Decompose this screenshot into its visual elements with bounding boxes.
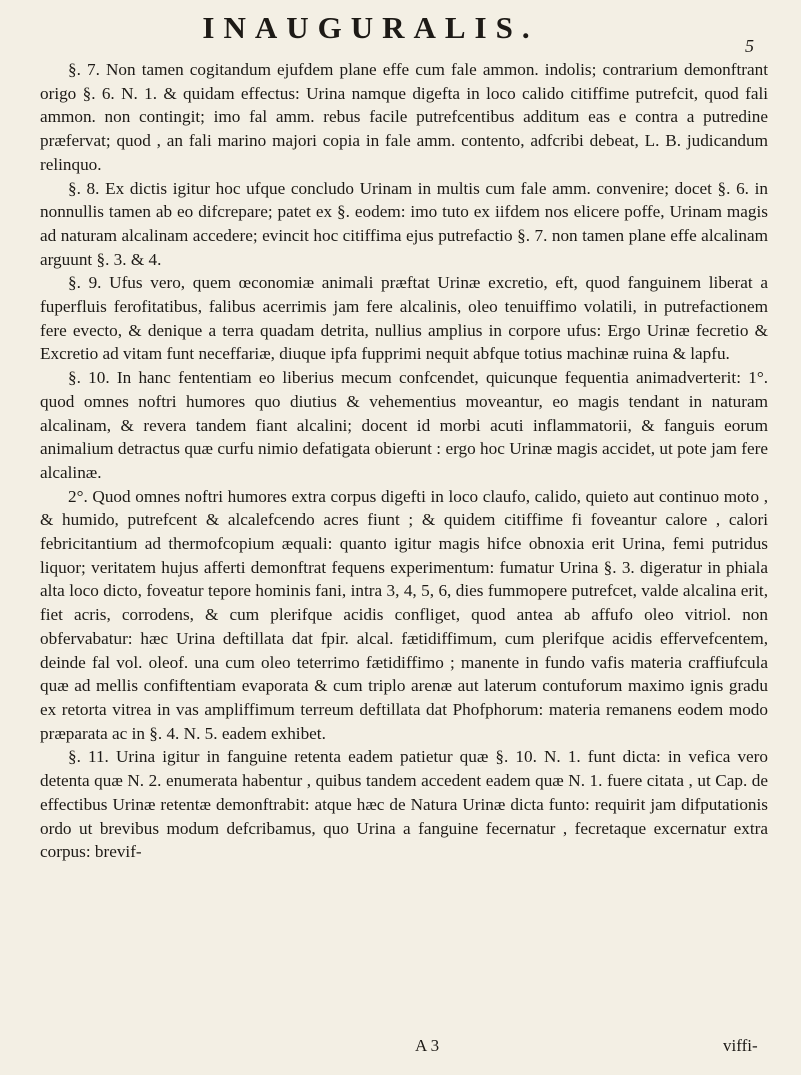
paragraph-section-11: §. 11. Urina igitur in fanguine retenta eadem patietur quæ §. 10. N. 1. funt dicta: in vefica vero detenta quæ N. 2. enumerata habentur , quibus tandem accedent eadem quæ N. 1. fuere citata , ut Cap. de effectibus Urinæ retentæ demonftrabit: atque hæc de Natura Urinæ dicta funto: requirit jam difputationis ordo ut brevibus modum defcribamus, quo Urina a fanguine fecernatur , fecretaque excernatur extra corpus: brevif-: [40, 747, 768, 862]
paragraph-section-9: §. 9. Ufus vero, quem œconomiæ animali præftat Urinæ excretio, eft, quod fanguinem liberat a fuperfluis ferofitatibus, falibus acerrimis jam fere alcalinis, oleo tenuiffimo volatili, in putrefactionem fere evecto, & denique a terra quadam detrita, nullius amplius in corpore ufus: Ergo Urinæ fecretio & Excretio ad vitam funt neceffariæ, diuque ipfa fupprimi nequit abfque totius machinæ ruina & lapfu.: [40, 273, 768, 364]
paragraph-section-10-point-2: 2°. Quod omnes noftri humores extra corpus digefti in loco claufo, calido, quieto aut continuo moto , & humido, putrefcent & alcalefcendo acres fiunt ; & quidem citiffime fi foveantur calore , calori febricitantium ad thermofcopium æquali: quanto igitur magis hifce obnoxia erit Urina, femi putridus liquor; veritatem hujus afferti demonftrat fequens experimentum: fumatur Urina §. 3. digeratur in phiala alta loco dicto, foveatur tepore hominis fani, intra 3, 4, 5, 6, dies fummopere putrefcet, valde alcalina erit, fiet acris, corrodens, & cum plerifque acidis confliget, quod antea ab affufo oleo vitriol. non obfervabatur: hæc Urina deftillata dat fpir. alcal. fætidiffimum, cum plerifque acidis effervefcentem, deinde fal vol. oleof. una cum oleo teterrimo fætidiffimo ; manente in fundo vafis materia craffiufcula quæ ad mellis confiftentiam evaporata & cum triplo arenæ aut laterum contuforum maximo ignis gradu ex retorta vitrea in vas ampliffimum terreum deftillata dat Phofphorum: materia remanens eodem modo præparata ac in §. 4. N. 5. eadem exhibet.: [40, 486, 768, 743]
paragraph-section-7: §. 7. Non tamen cogitandum ejufdem plane effe cum fale ammon. indolis; contrarium demonftrant origo §. 6. N. 1. & quidam effectus: Urina namque digefta in loco calido citiffime putrefcit, quod fali ammon. non contingit; imo fal amm. rebus facile putrefcentibus additum eas e contra a putredine præfervat; quod , an fali marino majori copia in fale amm. contento, adfcribi debeat, L. B. judicandum relinquo.: [40, 60, 768, 174]
paragraph-section-8: §. 8. Ex dictis igitur hoc ufque concludo Urinam in multis cum fale amm. convenire; docet §. 6. in nonnullis tamen ab eo difcrepare; patet ex §. eodem: imo tuto ex iifdem nos elicere poffe, Urinam magis ad naturam alcalinam accedere; evincit hoc citiffima ejus putrefactio §. 7. non tamen plane effe alcalinam arguunt §. 3. & 4.: [40, 178, 768, 269]
page-footer: [0, 1036, 801, 1066]
catchword: viffi-: [723, 1036, 758, 1055]
page-number: 5: [745, 36, 754, 56]
running-title: INAUGURALIS.: [202, 10, 539, 45]
signature-mark: A 3: [415, 1036, 440, 1055]
body-text: [40, 58, 768, 864]
paragraph-section-10: §. 10. In hanc fententiam eo liberius mecum confcendet, quicunque fequentia animadverterit: 1°. quod omnes noftri humores quo diutius & vehementius moveantur, eo magis tendant in naturam alcalinam, & revera tandem fiant alcalini; docent id morbi acuti inflammatorii, & fanguis eorum animalium detractus quæ curfu nimio defatigata obierunt : ergo hoc Urinæ magis accidet, ut pote jam fere alcalinæ.: [40, 368, 768, 482]
